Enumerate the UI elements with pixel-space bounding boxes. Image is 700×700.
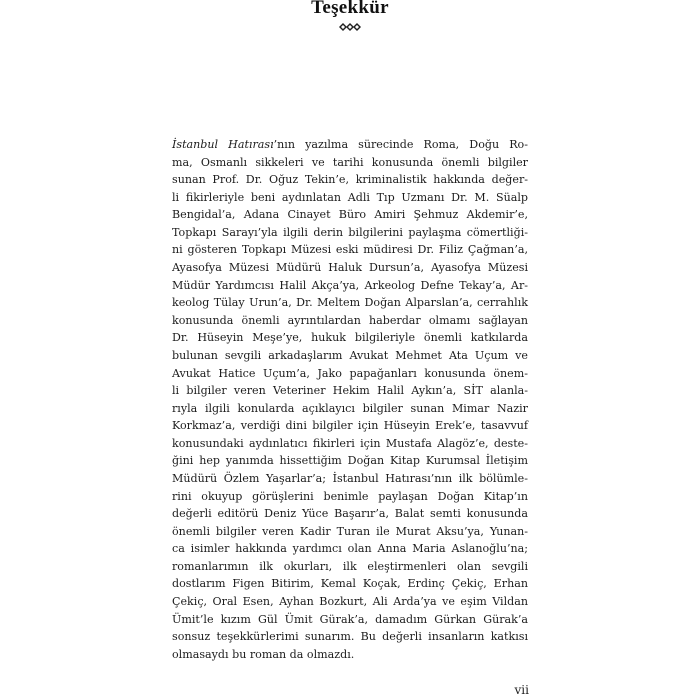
text-line: sonsuz teşekkürlerimi sunarım. Bu değerli insanların katkısı: [172, 630, 528, 644]
text-line: rini okuyup görüşlerini benimle paylaşan Doğan Kitap’ın: [172, 489, 528, 503]
text-line: Bengidal’a, Adana Cinayet Büro Amiri Şehmuz Akdemir’e,: [172, 208, 528, 222]
text-line: Ümit’le kızım Gül Ümit Gürak’a, damadım Gürkan Gürak’a: [172, 612, 528, 626]
text-line: rıyla ilgili konularda açıklayıcı bilgiler sunan Mimar Nazir: [172, 401, 528, 415]
text-line: li bilgiler veren Veteriner Hekim Halil Aykın’a, SİT alanla-: [172, 384, 528, 398]
text-line: ni gösteren Topkapı Müzesi eski müdiresi Dr. Filiz Çağman’a,: [172, 243, 528, 257]
text-line: olmasaydı bu roman da olmazdı.: [172, 647, 355, 661]
text-line: Müdür Yardımcısı Halil Akça’ya, Arkeolog Defne Tekay’a, Ar-: [172, 278, 528, 292]
text-line: konusundaki aydınlatıcı fikirleri için Mustafa Alagöz’e, deste-: [172, 436, 528, 450]
text-line: ca isimler hakkında yardımcı olan Anna Maria Aslanoğlu’na;: [172, 542, 528, 556]
text-line: Topkapı Sarayı’yla ilgili derin bilgilerini paylaşma cömertliği-: [172, 225, 528, 239]
page-title: Teşekkür: [311, 0, 389, 18]
diamond-ornament-icon: [338, 22, 362, 32]
text-line: Müdürü Özlem Yaşarlar’a; İstanbul Hatırası’nın ilk bölümle-: [172, 471, 528, 485]
text-line: Avukat Hatice Uçum’a, Jako papağanları konusunda önem-: [172, 366, 528, 380]
text-line: Çekiç, Oral Esen, Ayhan Bozkurt, Ali Arda’ya ve eşim Vildan: [172, 595, 528, 609]
text-line: değerli editörü Deniz Yüce Başarır’a, Balat semti konusunda: [172, 507, 528, 521]
text-span: ’nın yazılma sürecinde Roma, Doğu Ro-: [273, 138, 528, 151]
text-line: keolog Tülay Urun’a, Dr. Meltem Doğan Alparslan’a, cerrahlık: [172, 296, 528, 310]
text-line: Dr. Hüseyin Meşe’ye, hukuk bilgileriyle önemli katkılarda: [172, 331, 528, 345]
text-line: Ayasofya Müzesi Müdürü Haluk Dursun’a, Ayasofya Müzesi: [172, 261, 528, 275]
text-line: dostlarım Figen Bitirim, Kemal Koçak, Erdinç Çekiç, Erhan: [172, 577, 528, 591]
text-line: li fikirleriyle beni aydınlatan Adli Tıp Uzmanı Dr. M. Süalp: [172, 190, 528, 204]
book-title-italic: İstanbul Hatırası: [172, 138, 274, 151]
acknowledgement-text: [172, 136, 528, 663]
text-line: [172, 136, 528, 154]
text-line: ma, Osmanlı sikkeleri ve tarihi konusunda önemli bilgiler: [172, 155, 528, 169]
text-line: ğini hep yanımda hissettiğim Doğan Kitap Kurumsal İletişim: [172, 454, 528, 468]
text-line: önemli bilgiler veren Kadir Turan ile Murat Aksu’ya, Yunan-: [172, 524, 528, 538]
text-line: romanlarımın ilk okurları, ilk eleştirmenleri olan sevgili: [172, 559, 528, 573]
text-line: konusunda önemli ayrıntılardan haberdar olmamı sağlayan: [172, 313, 528, 327]
text-line: sunan Prof. Dr. Oğuz Tekin’e, kriminalistik hakkında değer-: [172, 173, 528, 187]
text-line: Korkmaz’a, verdiği dini bilgiler için Hüseyin Erek’e, tasavvuf: [172, 419, 528, 433]
text-line: bulunan sevgili arkadaşlarım Avukat Mehmet Ata Uçum ve: [172, 348, 528, 362]
page-number: vii: [514, 683, 529, 697]
